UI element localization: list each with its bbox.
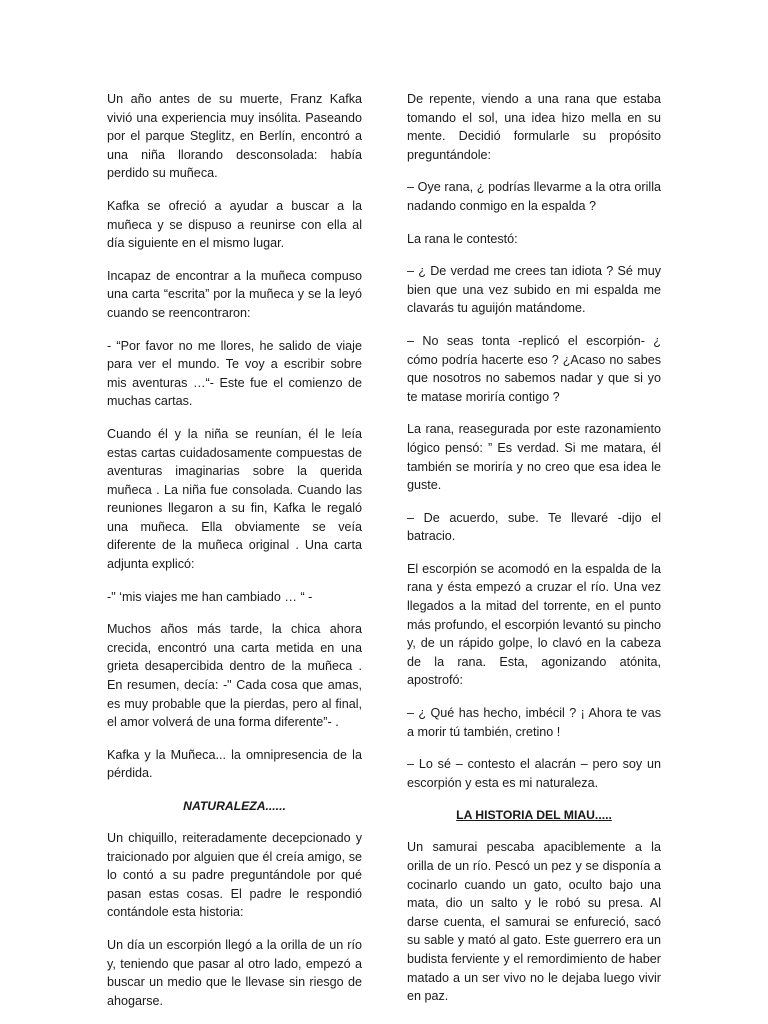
paragraph: Kafka se ofreció a ayudar a buscar a la muñeca y se dispuso a reunirse con ella al día siguiente en el mismo lugar. <box>107 198 362 251</box>
section-heading-miau: LA HISTORIA DEL MIAU..... <box>456 808 612 823</box>
paragraph: Un samurai pescaba apaciblemente a la orilla de un río. Pescó un pez y se disponía a cocinarlo cuando un gato, oculto bajo una mata, dio un salto y le robó su presa. Al darse cuenta, el samurai se enfureció, sacó su sable y mató al gato. Este guerrero era un budista ferviente y el remordimiento de haber matado a un ser vivo no le dejaba luego vivir en paz. <box>407 840 661 1004</box>
paragraph: -" ‘mis viajes me han cambiado … “ - <box>107 589 313 604</box>
paragraph: – Lo sé – contesto el alacrán – pero soy un escorpión y esta es mi naturaleza. <box>407 757 661 790</box>
right-column <box>407 90 661 1020</box>
paragraph: Kafka y la Muñeca... la omnipresencia de la pérdida. <box>107 747 362 781</box>
paragraph: De repente, viendo a una rana que estaba tomando el sol, una idea hizo mella en su mente. Decidió formularle su propósito preguntándole: <box>407 92 661 162</box>
left-column <box>107 90 362 1024</box>
paragraph: La rana, reasegurada por este razonamiento lógico pensó: ” Es verdad. Si me matara, él también se moriría y no creo que esa idea le guste. <box>407 422 661 493</box>
paragraph: Muchos años más tarde, la chica ahora crecida, encontró una carta metida en una grieta desapercibida dentro de la muñeca . En resumen, decía: -" Cada cosa que amas, es muy probable que la pierdas, pero al final, el amor volverá de una forma diferente”- . <box>107 622 362 730</box>
paragraph: – ¿ Qué has hecho, imbécil ? ¡ Ahora te vas a morir tú también, cretino ! <box>407 706 661 739</box>
paragraph: Cuando él y la niña se reunían, él le leía estas cartas cuidadosamente compuestas de aventuras imaginarias sobre la querida muñeca . La niña fue consolada. Cuando las reuniones llegaron a su fin, Kafka le regaló una muñeca. Ella obviamente se veía diferente de la muñeca original . Una carta adjunta explicó: <box>107 426 362 572</box>
paragraph: El escorpión se acomodó en la espalda de la rana y ésta empezó a cruzar el río. Una vez llegados a la mitad del torrente, en el punto más profundo, el escorpión levantó su pincho y, de un rápido golpe, lo clavó en la cabeza de la rana. Esta, agonizando atónita, apostrofó: <box>407 561 661 688</box>
paragraph: – Oye rana, ¿ podrías llevarme a la otra orilla nadando conmigo en la espalda ? <box>407 180 661 213</box>
paragraph: Un chiquillo, reiteradamente decepcionado y traicionado por alguien que él creía amigo, se lo contó a su padre preguntándole por qué pasan estas cosas. El padre le respondió contándole esta historia: <box>107 831 362 920</box>
paragraph: Un año antes de su muerte, Franz Kafka vivió una experiencia muy insólita. Paseando por el parque Steglitz, en Berlín, encontró a una niña llorando desconsolada: había perdido su muñeca. <box>107 92 362 181</box>
paragraph: - “Por favor no me llores, he salido de viaje para ver el mundo. Te voy a escribir sobre mis aventuras …“- Este fue el comienzo de muchas cartas. <box>107 338 362 409</box>
paragraph: – No seas tonta -replicó el escorpión- ¿ cómo podría hacerte eso ? ¿Acaso no sabes que nosotros no sabemos nadar y que si yo te matase moriría contigo ? <box>407 333 661 404</box>
paragraph: – De acuerdo, sube. Te llevaré -dijo el batracio. <box>407 510 661 544</box>
paragraph: La rana le contestó: <box>407 231 518 246</box>
paragraph: – ¿ De verdad me crees tan idiota ? Sé muy bien que una vez subido en mi espalda me clavarás tu aguijón matándome. <box>407 264 661 316</box>
paragraph: Un día un escorpión llegó a la orilla de un río y, teniendo que pasar al otro lado, empezó a buscar un medio que le llevase sin riesgo de ahogarse. <box>107 937 362 1008</box>
section-heading-naturaleza: NATURALEZA...... <box>183 799 286 813</box>
paragraph: Incapaz de encontrar a la muñeca compuso una carta “escrita” por la muñeca y se la leyó cuando se reencontraron: <box>107 268 362 320</box>
